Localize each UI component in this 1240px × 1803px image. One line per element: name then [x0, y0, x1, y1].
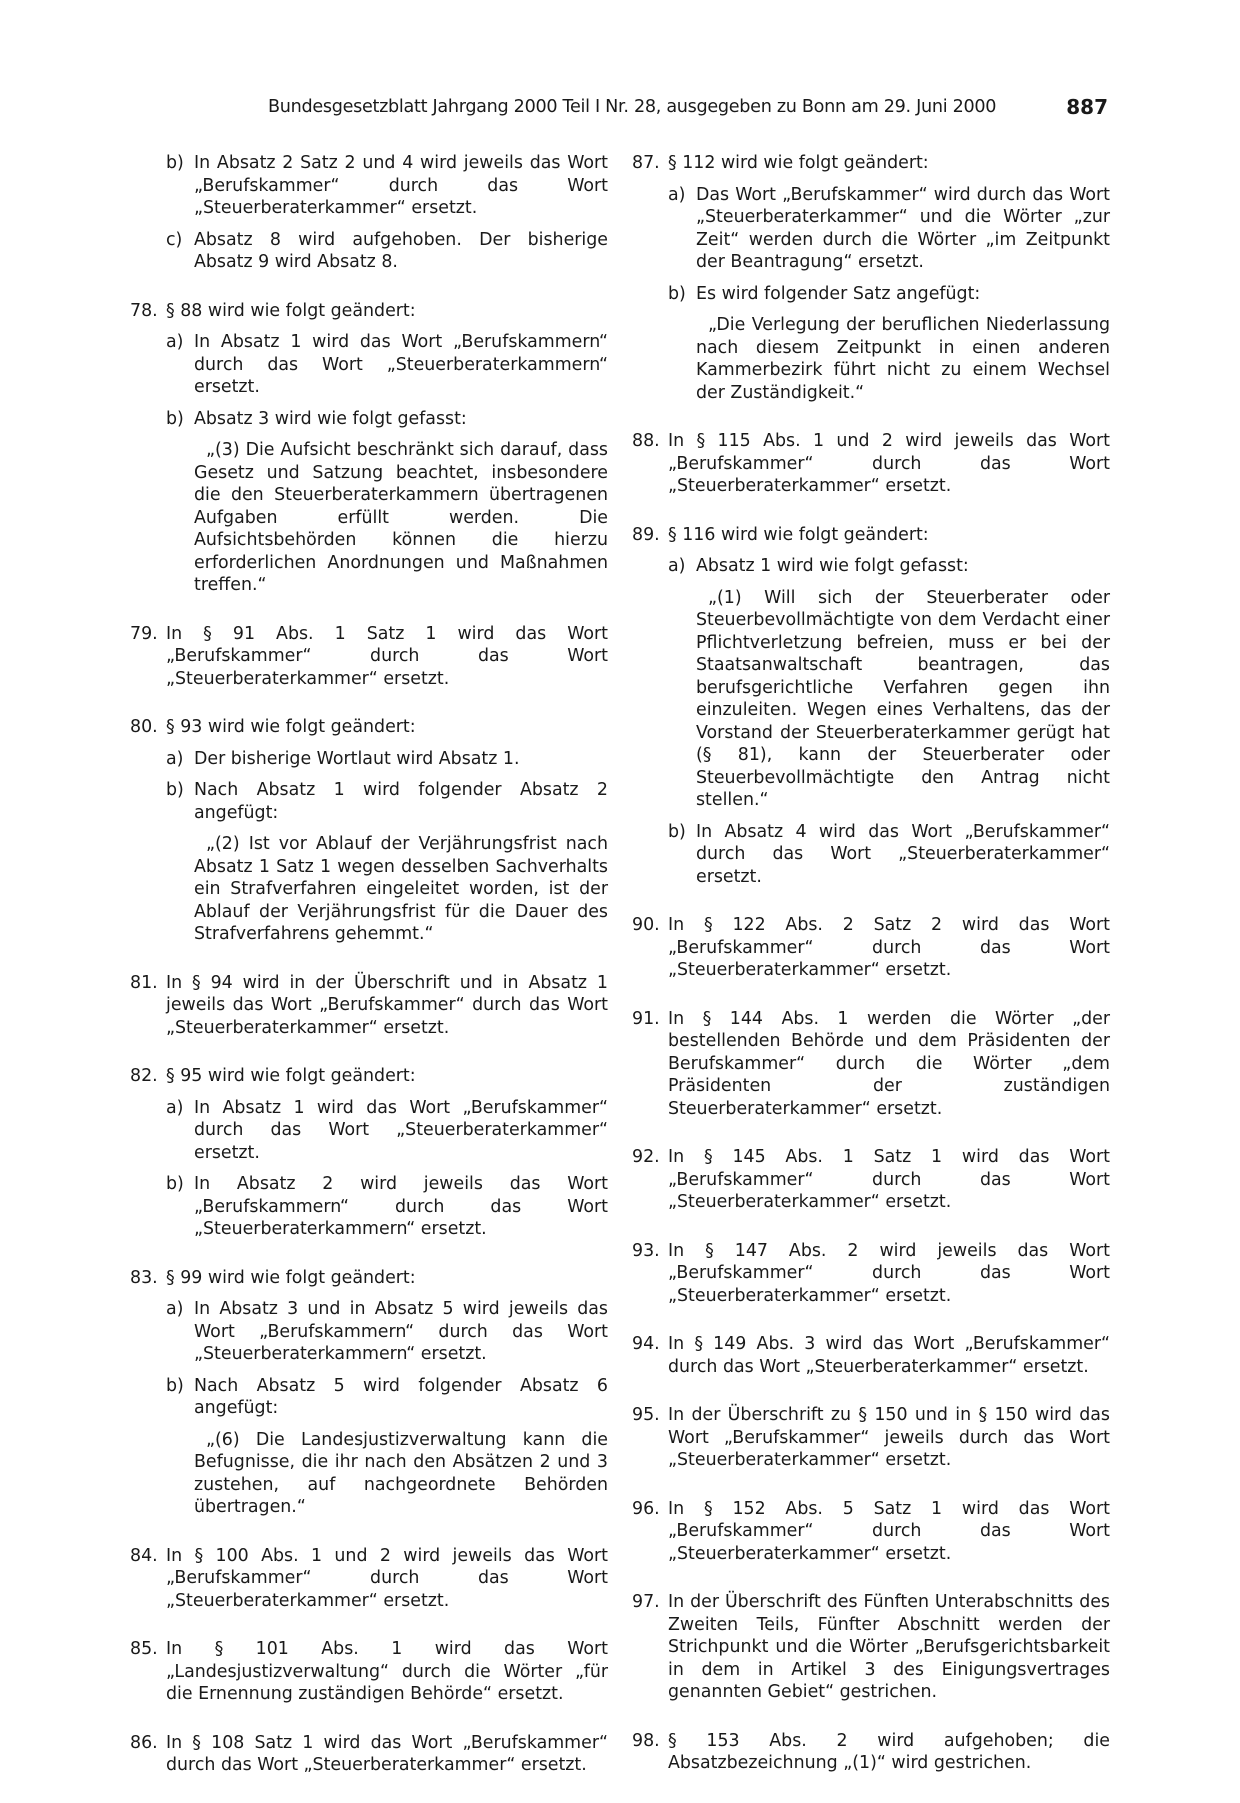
item-number: 83.	[130, 1267, 158, 1288]
list-item-98: 98. § 153 Abs. 2 wird aufgehoben; die Absatzbezeichnung „(1)“ wird gestrichen.	[632, 1730, 1110, 1773]
sub-item: b) Absatz 3 wird wie folgt gefasst:	[166, 408, 467, 429]
list-item-89: 89. § 116 wird wie folgt geändert: a) Absatz 1 wird wie folgt gefasst: „(1) Will sich der Steuerberater oder Steuerbevollmächtigte von dem Verdacht einer Pflichtverletzung befreien, muss er bei der Staatsanwaltschaft beantragen, das berufsgerichtliche Verfahren gegen ihn einzuleiten. Wegen eines Verhaltens, das der Vorstand der Steuerberaterkammer gerügt hat (§ 81), kann der Steuerberater oder Steuerbevollmächtigte den Antrag nicht stellen.“ b) In Absatz 4 wird das Wort „Berufskammer“ durch das Wort „Steuerberaterkammer“ ersetzt.	[632, 524, 1110, 887]
sub-item: a) Absatz 1 wird wie folgt gefasst:	[668, 556, 969, 576]
list-item-97: 97. In der Überschrift des Fünften Unterabschnitts des Zweiten Teils, Fünfter Abschnitt werden der Strichpunkt und die Wörter „Berufsgerichtsbarkeit in dem in Artikel 3 des Einigungsvertrages genannten Gebiet“ gestrichen.	[632, 1592, 1110, 1702]
list-item-91: 91. In § 144 Abs. 1 werden die Wörter „der bestellenden Behörde und dem Präsidenten der Berufskammer“ durch die Wörter „dem Präsidenten der zuständigen Steuerberaterkammer“ ersetzt.	[632, 1008, 1110, 1119]
sub-item: c) Absatz 8 wird aufgehoben. Der bisherige Absatz 9 wird Absatz 8.	[166, 229, 608, 272]
list-item-85: 85. In § 101 Abs. 1 wird das Wort „Landesjustizverwaltung“ durch die Wörter „für die Ernennung zuständigen Behörde“ ersetzt.	[130, 1639, 608, 1704]
list-item-87: 87. § 112 wird wie folgt geändert: a) Das Wort „Berufskammer“ wird durch das Wort „Steuerberaterkammer“ und die Wörter „zur Zeit“ werden durch die Wörter „im Zeitpunkt der Beantragung“ ersetzt. b) Es wird folgender Satz angefügt: „Die Verlegung der beruflichen Niederlassung nach diesem Zeitpunkt in einen anderen Kammerbezirk führt nicht zu einem Wechsel der Zuständigkeit.“	[632, 153, 1110, 403]
item-number: 81.	[130, 972, 158, 993]
list-item-94: 94. In § 149 Abs. 3 wird das Wort „Berufskammer“ durch das Wort „Steuerberaterkammer“ ersetzt.	[632, 1334, 1110, 1377]
item-number: 79.	[130, 623, 158, 644]
list-item-96: 96. In § 152 Abs. 5 Satz 1 wird das Wort „Berufskammer“ durch das Wort „Steuerberaterkammer“ ersetzt.	[632, 1498, 1110, 1564]
amendment-quote: „(1) Will sich der Steuerberater oder Steuerbevollmächtigte von dem Verdacht einer Pflichtverletzung befreien, muss er bei der Staatsanwaltschaft beantragen, das berufsgerichtliche Verfahren gegen ihn einzuleiten. Wegen eines Verhaltens, das der Vorstand der Steuerberaterkammer gerügt hat (§ 81), kann der Steuerberater oder Steuerbevollmächtigte den Antrag nicht stellen.“	[696, 587, 1110, 810]
amendment-quote: „Die Verlegung der beruflichen Niederlassung nach diesem Zeitpunkt in einen anderen Kammerbezirk führt nicht zu einem Wechsel der Zuständigkeit.“	[696, 315, 1110, 403]
amendment-quote: „(6) Die Landesjustizverwaltung kann die Befugnisse, die ihr nach den Absätzen 2 und 3 zustehen, auf nachgeordnete Behörden übertragen.“	[194, 1429, 608, 1517]
item-number: 95.	[632, 1405, 660, 1425]
list-item-88: 88. In § 115 Abs. 1 und 2 wird jeweils das Wort „Berufskammer“ durch das Wort „Steuerberaterkammer“ ersetzt.	[632, 431, 1110, 496]
sub-item: b) Es wird folgender Satz angefügt:	[668, 283, 981, 304]
item-number: 96.	[632, 1498, 660, 1519]
sub-item: b) Nach Absatz 5 wird folgender Absatz 6 angefügt:	[166, 1375, 608, 1418]
list-item-81: 81. In § 94 wird in der Überschrift und in Absatz 1 jeweils das Wort „Berufskammer“ durch das Wort „Steuerberaterkammer“ ersetzt.	[130, 972, 608, 1038]
item-number: 93.	[632, 1240, 660, 1261]
sub-item: b) Nach Absatz 1 wird folgender Absatz 2 angefügt:	[166, 780, 608, 823]
sub-item: a) Der bisherige Wortlaut wird Absatz 1.	[166, 748, 520, 769]
list-item	[130, 152, 608, 274]
item-number: 86.	[130, 1732, 158, 1753]
list-item-84: 84. In § 100 Abs. 1 und 2 wird jeweils das Wort „Berufskammer“ durch das Wort „Steuerberaterkammer“ ersetzt.	[130, 1545, 608, 1611]
list-item-82: 82. § 95 wird wie folgt geändert: a) In Absatz 1 wird das Wort „Berufskammer“ durch das Wort „Steuerberaterkammer“ ersetzt. b) In Absatz 2 wird jeweils das Wort „Berufskammern“ durch das Wort „Steuerberaterkammern“ ersetzt.	[130, 1066, 608, 1239]
item-number: 84.	[130, 1545, 158, 1566]
item-number: 85.	[130, 1639, 158, 1659]
item-number: 97.	[632, 1592, 660, 1612]
item-number: 94.	[632, 1334, 660, 1354]
list-item-92: 92. In § 145 Abs. 1 Satz 1 wird das Wort „Berufskammer“ durch das Wort „Steuerberaterkammer“ ersetzt.	[632, 1147, 1110, 1212]
item-number: 88.	[632, 431, 660, 451]
left-column	[130, 152, 608, 1803]
list-item-78: 78. § 88 wird wie folgt geändert: a) In Absatz 1 wird das Wort „Berufskammern“ durch das Wort „Steuerberaterkammern“ ersetzt. b) Absatz 3 wird wie folgt gefasst: „(3) Die Aufsicht beschränkt sich darauf, dass Gesetz und Satzung beachtet, insbesondere die den Steuerberaterkammern übertragenen Aufgaben erfüllt werden. Die Aufsichtsbehörden können die hierzu erforderlichen Anordnungen und Maßnahmen treffen.“	[130, 300, 608, 595]
item-number: 89.	[632, 524, 660, 545]
list-item-79: 79. In § 91 Abs. 1 Satz 1 wird das Wort „Berufskammer“ durch das Wort „Steuerberaterkammer“ ersetzt.	[130, 623, 608, 689]
item-number: 80.	[130, 717, 158, 737]
list-item-80: 80. § 93 wird wie folgt geändert: a) Der bisherige Wortlaut wird Absatz 1. b) Nach Absatz 1 wird folgender Absatz 2 angefügt: „(2) Ist vor Ablauf der Verjährungsfrist nach Absatz 1 Satz 1 wegen desselben Sachverhalts ein Strafverfahren eingeleitet worden, ist der Ablauf der Verjährungsfrist für die Dauer des Strafverfahrens gehemmt.“	[130, 717, 608, 944]
item-number: 87.	[632, 153, 660, 173]
item-number: 91.	[632, 1008, 660, 1029]
list-item-86: 86. In § 108 Satz 1 wird das Wort „Berufskammer“ durch das Wort „Steuerberaterkammer“ ersetzt.	[130, 1732, 608, 1775]
list-item-93: 93. In § 147 Abs. 2 wird jeweils das Wort „Berufskammer“ durch das Wort „Steuerberaterkammer“ ersetzt.	[632, 1240, 1110, 1306]
amendment-quote: „(3) Die Aufsicht beschränkt sich darauf, dass Gesetz und Satzung beachtet, insbesondere die den Steuerberaterkammern übertragenen Aufgaben erfüllt werden. Die Aufsichtsbehörden können die hierzu erforderlichen Anordnungen und Maßnahmen treffen.“	[194, 440, 608, 595]
gazette-title: Bundesgesetzblatt Jahrgang 2000 Teil I Nr. 28, ausgegeben zu Bonn am 29. Juni 2000	[268, 97, 997, 117]
list-item-83: 83. § 99 wird wie folgt geändert: a) In Absatz 3 und in Absatz 5 wird jeweils das Wort „Berufskammern“ durch das Wort „Steuerberaterkammern“ ersetzt. b) Nach Absatz 5 wird folgender Absatz 6 angefügt: „(6) Die Landesjustizverwaltung kann die Befugnisse, die ihr nach den Absätzen 2 und 3 zustehen, auf nachgeordnete Behörden übertragen.“	[130, 1267, 608, 1517]
right-column	[632, 152, 1110, 1801]
item-number: 90.	[632, 915, 660, 935]
item-number: 78.	[130, 300, 158, 321]
sub-item: b) In Absatz 2 wird jeweils das Wort „Berufskammern“ durch das Wort „Steuerberaterkammern“ ersetzt.	[166, 1174, 608, 1239]
sub-item: a) In Absatz 1 wird das Wort „Berufskammer“ durch das Wort „Steuerberaterkammer“ ersetzt.	[166, 1097, 608, 1163]
sub-item: b) In Absatz 4 wird das Wort „Berufskammer“ durch das Wort „Steuerberaterkammer“ ersetzt.	[668, 821, 1110, 887]
page-header	[268, 97, 1108, 123]
page-number: 887	[1066, 95, 1108, 119]
item-number: 92.	[632, 1147, 660, 1167]
list-item-90: 90. In § 122 Abs. 2 Satz 2 wird das Wort „Berufskammer“ durch das Wort „Steuerberaterkammer“ ersetzt.	[632, 915, 1110, 980]
sub-item: b) In Absatz 2 Satz 2 und 4 wird jeweils das Wort „Berufskammer“ durch das Wort „Steuerberaterkammer“ ersetzt.	[166, 153, 608, 218]
sub-item: a) Das Wort „Berufskammer“ wird durch das Wort „Steuerberaterkammer“ und die Wörter „zur Zeit“ werden durch die Wörter „im Zeitpunkt der Beantragung“ ersetzt.	[668, 184, 1110, 272]
item-number: 98.	[632, 1730, 660, 1751]
list-item-95: 95. In der Überschrift zu § 150 und in § 150 wird das Wort „Berufskammer“ jeweils durch das Wort „Steuerberaterkammer“ ersetzt.	[632, 1405, 1110, 1470]
sub-item: a) In Absatz 3 und in Absatz 5 wird jeweils das Wort „Berufskammern“ durch das Wort „Steuerberaterkammern“ ersetzt.	[166, 1299, 608, 1364]
sub-item: a) In Absatz 1 wird das Wort „Berufskammern“ durch das Wort „Steuerberaterkammern“ ersetzt.	[166, 332, 608, 397]
item-number: 82.	[130, 1066, 158, 1086]
amendment-quote: „(2) Ist vor Ablauf der Verjährungsfrist nach Absatz 1 Satz 1 wegen desselben Sachverhalts ein Strafverfahren eingeleitet worden, ist der Ablauf der Verjährungsfrist für die Dauer des Strafverfahrens gehemmt.“	[194, 834, 608, 944]
